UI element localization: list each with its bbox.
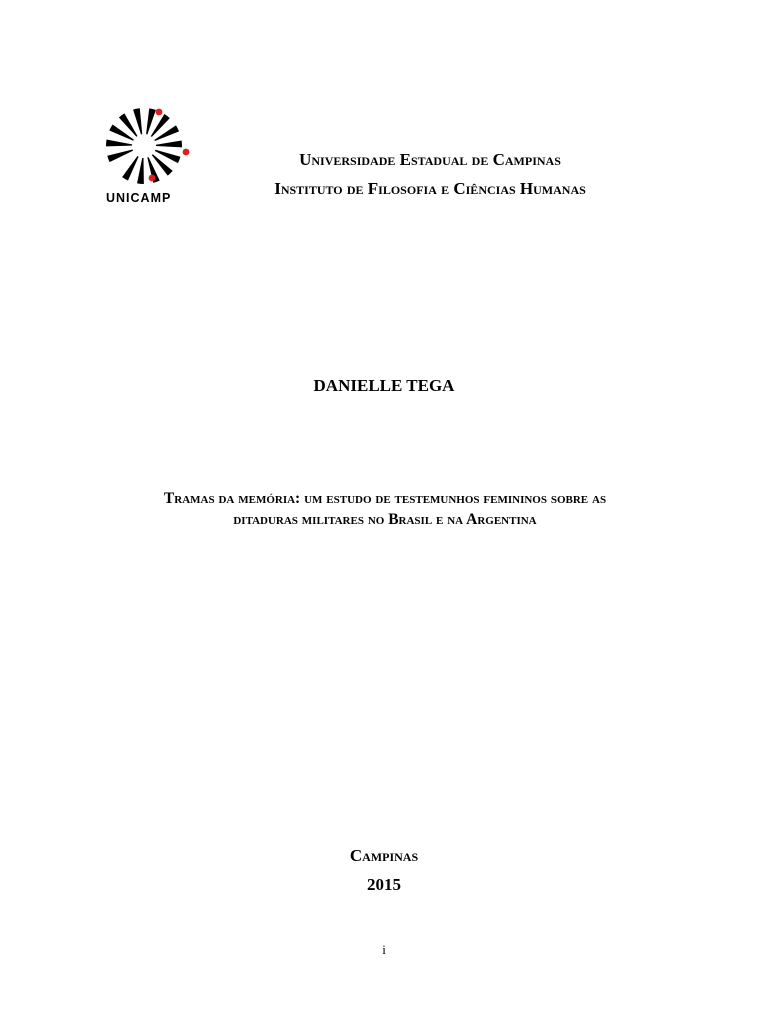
logo-ray: [122, 156, 138, 180]
logo-red-dot-bottom: [149, 175, 156, 182]
logo-red-dot-top: [156, 109, 163, 116]
thesis-title-line-2: ditaduras militares no Brasil e na Argentina: [233, 511, 537, 528]
logo-ray: [106, 140, 132, 147]
logo-ray: [137, 158, 144, 184]
logo-ray: [107, 149, 133, 162]
thesis-title: [90, 488, 680, 530]
logo-ray: [133, 108, 142, 134]
institution-header: [200, 145, 660, 203]
page-number: i: [382, 942, 386, 957]
unicamp-logo: [100, 104, 194, 208]
logo-wordmark: UNICAMP: [106, 191, 172, 205]
unicamp-logo-icon: [100, 104, 194, 190]
year: 2015: [367, 875, 401, 894]
logo-red-dot-right: [183, 149, 190, 156]
author-name: DANIELLE TEGA: [313, 376, 455, 395]
university-name: Universidade Estadual de Campinas: [299, 150, 561, 169]
thesis-title-line-1: Tramas da memória: um estudo de testemunhos femininos sobre as: [163, 490, 607, 507]
logo-ray: [156, 141, 182, 148]
institute-name: Instituto de Filosofia e Ciências Humanas: [274, 179, 586, 198]
city: Campinas: [349, 846, 419, 865]
